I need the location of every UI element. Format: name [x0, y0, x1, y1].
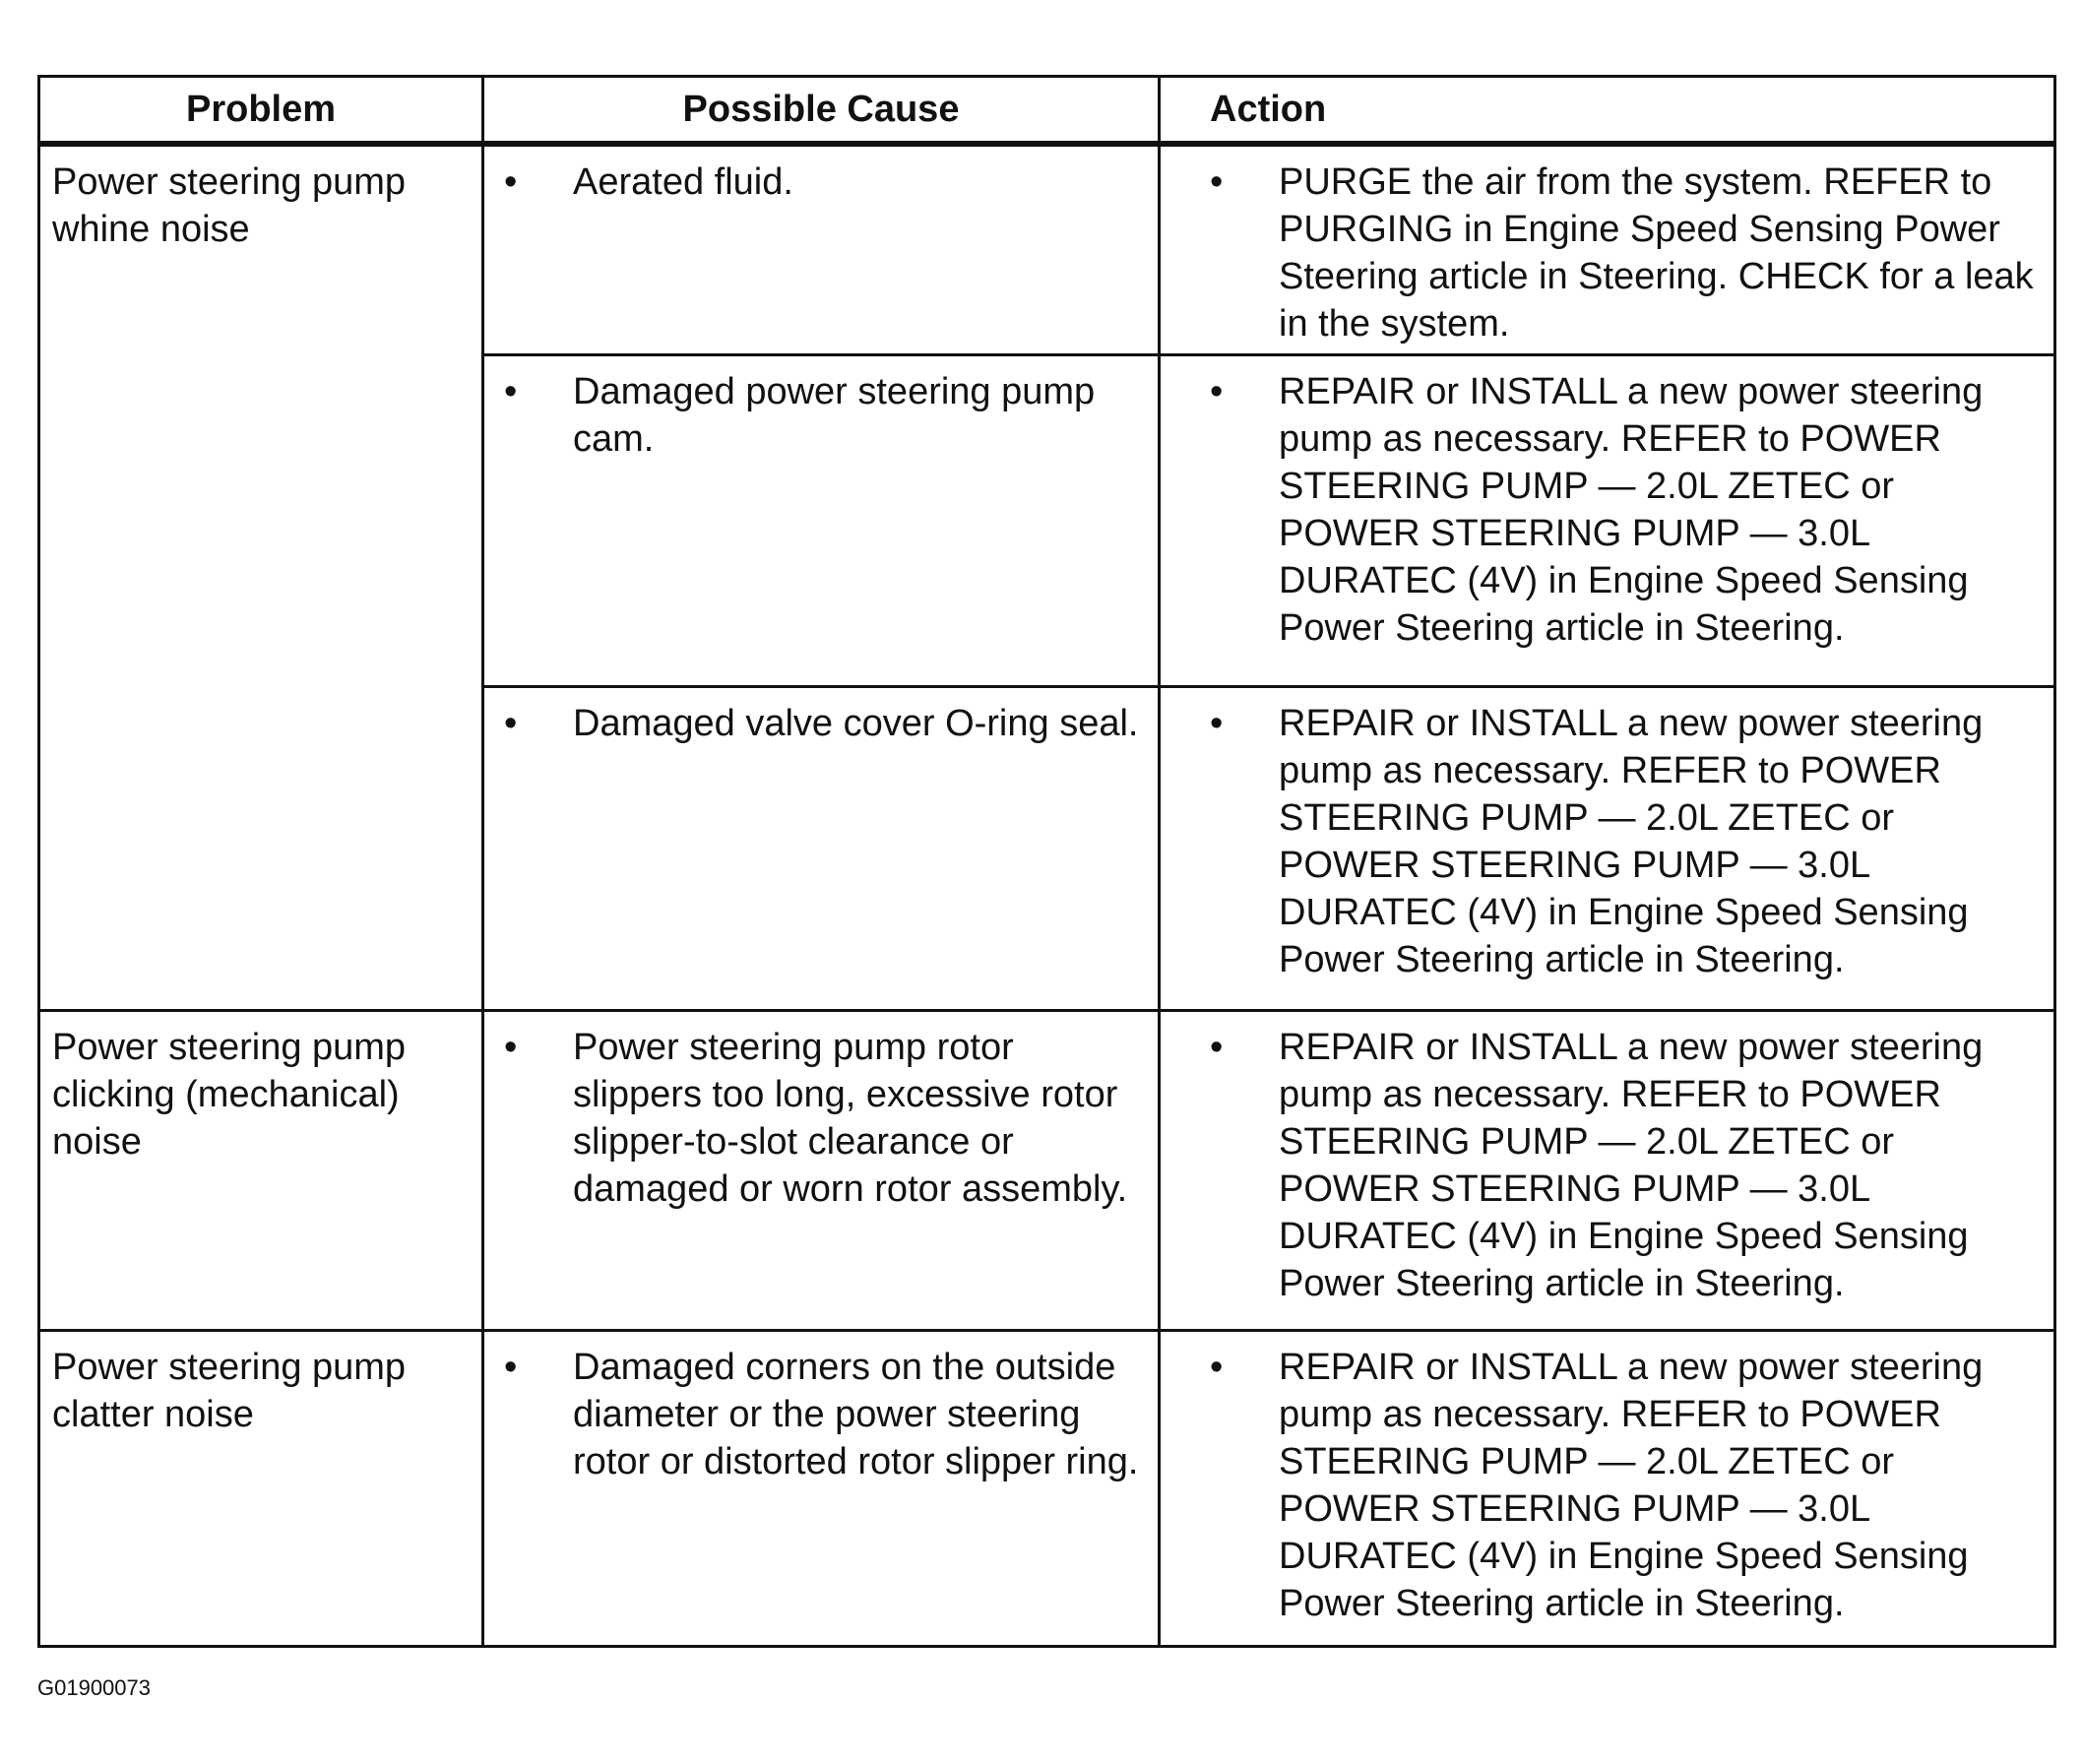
action-cell	[1160, 144, 2055, 355]
figure-id: G01900073	[37, 1675, 151, 1700]
header-row	[39, 77, 2055, 145]
cause-cell	[483, 355, 1160, 687]
bullet-icon: •	[504, 1027, 518, 1068]
table-row	[39, 1331, 2055, 1647]
cause-cell	[483, 687, 1160, 1011]
bullet-icon: •	[504, 703, 518, 744]
cause-cell	[483, 144, 1160, 355]
bullet-icon: •	[1210, 1347, 1224, 1388]
bullet-icon: •	[1210, 703, 1224, 744]
cause-text: Damaged power steering pump cam.	[573, 371, 1096, 460]
header-action: Action	[1160, 77, 2055, 145]
cause-text: Aerated fluid.	[573, 161, 793, 203]
action-cell	[1160, 1331, 2055, 1647]
cause-text: Damaged corners on the outside diameter or the power steering rotor or distorted rotor slipper ring.	[573, 1347, 1139, 1482]
problem-text: Power steering pump whine noise	[52, 161, 407, 250]
cause-cell	[483, 1011, 1160, 1331]
action-text: REPAIR or INSTALL a new power steering pump as necessary. REFER to POWER STEERING PUMP — 2.0L ZETEC or POWER STEERING PUMP — 3.0L DURATEC (4V) in Engine Speed Sensing Power Steering article in Steering.	[1279, 1347, 1984, 1624]
problem-cell	[39, 144, 483, 1011]
diagnosis-table	[37, 75, 2056, 1648]
action-text: PURGE the air from the system. REFER to PURGING in Engine Speed Sensing Power Steering article in Steering. CHECK for a leak in the system.	[1279, 161, 2034, 345]
bullet-icon: •	[1210, 371, 1224, 412]
action-cell	[1160, 687, 2055, 1011]
action-text: REPAIR or INSTALL a new power steering pump as necessary. REFER to POWER STEERING PUMP — 2.0L ZETEC or POWER STEERING PUMP — 3.0L DURATEC (4V) in Engine Speed Sensing Power Steering article in Steering.	[1279, 1027, 1984, 1304]
cause-text: Damaged valve cover O-ring seal.	[573, 703, 1139, 744]
bullet-icon: •	[1210, 1027, 1224, 1068]
problem-cell	[39, 1331, 483, 1647]
cause-cell	[483, 1331, 1160, 1647]
problem-text: Power steering pump clatter noise	[52, 1347, 407, 1435]
problem-text: Power steering pump clicking (mechanical) noise	[52, 1027, 407, 1163]
bullet-icon: •	[504, 1347, 518, 1388]
action-cell	[1160, 1011, 2055, 1331]
problem-cell	[39, 1011, 483, 1331]
bullet-icon: •	[1210, 161, 1224, 203]
action-cell	[1160, 355, 2055, 687]
header-possible-cause: Possible Cause	[483, 77, 1160, 145]
cause-text: Power steering pump rotor slippers too long, excessive rotor slipper-to-slot clearance or damaged or worn rotor assembly.	[573, 1027, 1128, 1210]
action-text: REPAIR or INSTALL a new power steering pump as necessary. REFER to POWER STEERING PUMP — 2.0L ZETEC or POWER STEERING PUMP — 3.0L DURATEC (4V) in Engine Speed Sensing Power Steering article in Steering.	[1279, 371, 1984, 649]
header-problem: Problem	[39, 77, 483, 145]
bullet-icon: •	[504, 161, 518, 203]
action-text: REPAIR or INSTALL a new power steering pump as necessary. REFER to POWER STEERING PUMP — 2.0L ZETEC or POWER STEERING PUMP — 3.0L DURATEC (4V) in Engine Speed Sensing Power Steering article in Steering.	[1279, 703, 1984, 980]
bullet-icon: •	[504, 371, 518, 412]
table-row	[39, 144, 2055, 355]
table-row	[39, 1011, 2055, 1331]
